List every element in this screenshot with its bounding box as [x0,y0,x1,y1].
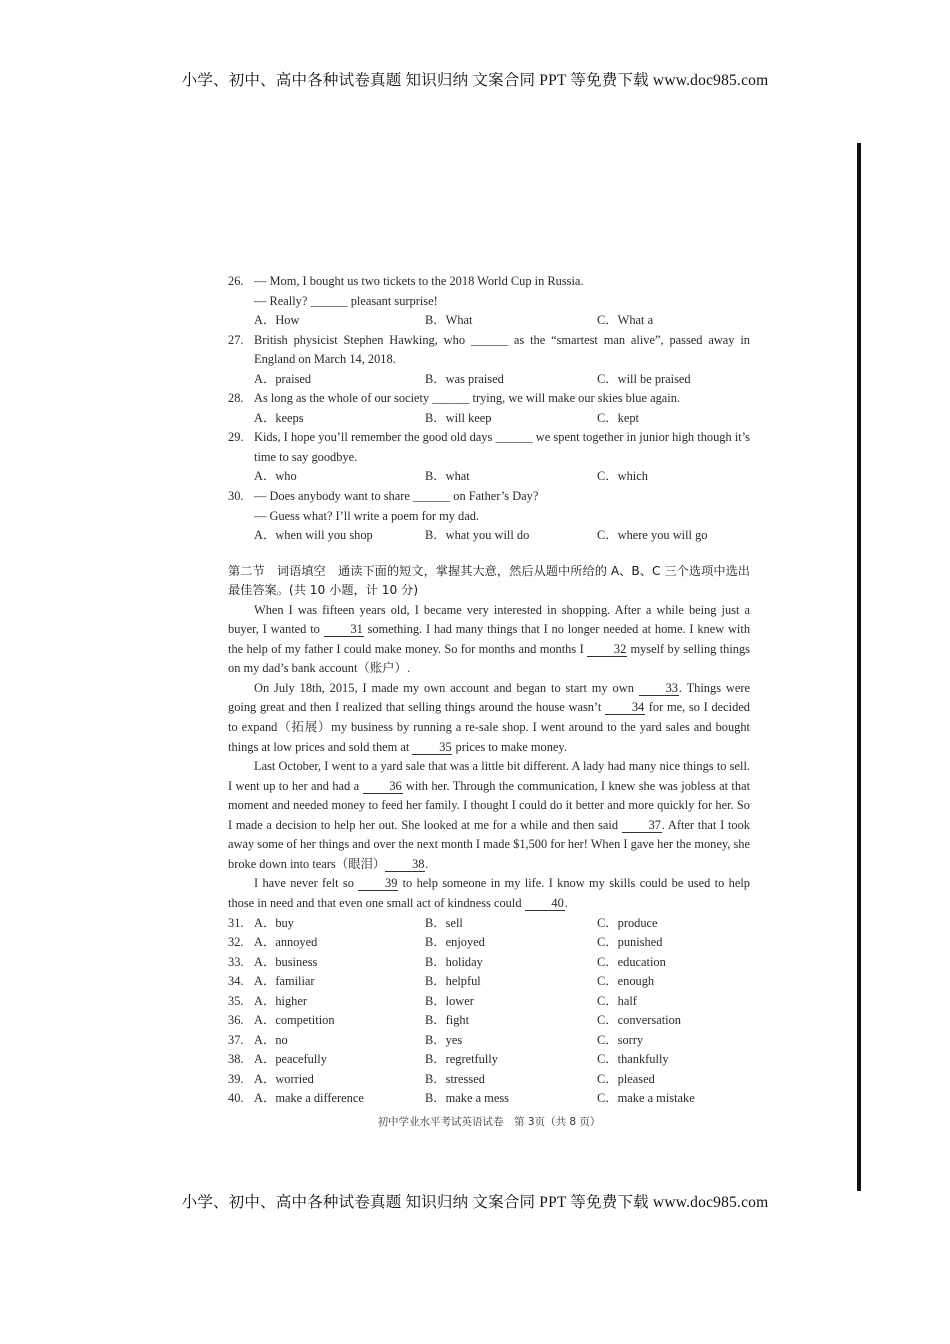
option-a: A．buy [254,915,294,930]
blank-40: 40 [525,896,565,911]
passage-text: Last October, I went to a yard sale that was a little bit different. A lady had many nice things to sell. I went up to her and had a [228,759,750,793]
option-c: C．which [597,469,648,484]
passage-text: . [425,856,429,871]
question-number: 30. [228,489,244,504]
right-margin-rule [857,143,861,1191]
passage-text: . Things were going great and then I realized that selling things around the house wasn’t [228,680,751,715]
question-29-options [228,467,750,487]
options-table [228,914,750,1109]
option-c: C．sorry [597,1032,644,1047]
option-b: B．sell [425,915,463,930]
option-c: C．education [597,954,666,969]
passage-text: . After that I took away some of her things and over the next month I made $1,500 for her! When I gave her the money, she broke down into tears（眼泪） [228,817,750,871]
blank-37: 37 [622,818,662,833]
passage-text: I have never felt so [254,876,359,891]
question-28 [228,389,750,409]
passage-text: prices to make money. [452,739,567,754]
option-a: A．higher [254,993,307,1008]
option-number: 34. [228,974,244,989]
option-a: A．when will you shop [254,528,373,543]
question-30-line2 [228,507,750,527]
blank-32: 32 [587,642,627,657]
option-c: C．produce [597,915,658,930]
question-dialogue: — Guess what? I’ll write a poem for my dad. [254,508,480,523]
option-b: B．make a mess [425,1091,509,1106]
option-a: A．make a difference [254,1091,364,1106]
footer-banner: 小学、初中、高中各种试卷真题 知识归纳 文案合同 PPT 等免费下载 www.doc985.com [181,1194,769,1211]
option-b: B．holiday [425,954,483,969]
question-26-options [228,311,750,331]
page-footer: 初中学业水平考试英语试卷 第 3页（共 8 页） [377,1115,601,1128]
option-number: 33. [228,954,244,969]
option-b: B．helpful [425,974,481,989]
option-a: A．keeps [254,410,304,425]
question-number: 28. [228,391,244,406]
question-30-line1 [228,487,750,507]
question-26-line1 [228,272,750,292]
option-c: C．conversation [597,1013,681,1028]
option-row [228,933,750,953]
question-27 [228,331,750,370]
question-26-line2 [228,292,750,312]
option-row [228,953,750,973]
option-b: B．lower [425,993,474,1008]
question-dialogue: — Does anybody want to share ______ on Father’s Day? [254,489,539,504]
question-number: 27. [228,332,244,347]
option-a: A．familiar [254,974,315,989]
option-b: B．regretfully [425,1052,498,1067]
passage-paragraph-3 [228,757,750,874]
option-c: C．where you will go [597,528,708,543]
question-stem: As long as the whole of our society ______ trying, we will make our skies blue again. [254,391,681,406]
option-row [228,1011,750,1031]
option-c: C．half [597,993,637,1008]
question-stem: Kids, I hope you’ll remember the good old days ______ we spent together in junior high though it’s time to say goodbye. [254,430,750,464]
header-banner: 小学、初中、高中各种试卷真题 知识归纳 文案合同 PPT 等免费下载 www.doc985.com [181,72,769,89]
passage-text: . [564,895,568,910]
option-row [228,1031,750,1051]
option-number: 36. [228,1013,244,1028]
option-b: B．stressed [425,1071,485,1086]
question-number: 29. [228,430,244,445]
option-c: C．enough [597,974,655,989]
option-number: 40. [228,1091,244,1106]
option-a: A．annoyed [254,935,318,950]
blank-33: 33 [639,681,679,696]
passage-text: for me, so I decided to expand（拓展）my business by running a re-sale shop. I went around to the yard sales and bought things at low prices and sold them at [228,700,751,754]
option-b: B．what [425,469,470,484]
option-a: A．worried [254,1071,314,1086]
option-c: C．thankfully [597,1052,669,1067]
option-row [228,972,750,992]
question-dialogue: — Really? ______ pleasant surprise! [254,293,438,308]
option-a: A．no [254,1032,288,1047]
passage-text: something. I had many things that I no longer needed at home. I knew with the help of my father I could make money. So for months and months I [228,622,751,656]
option-number: 31. [228,915,244,930]
option-b: B．What [425,313,473,328]
option-c: C．kept [597,410,639,425]
option-b: B．yes [425,1032,463,1047]
option-number: 37. [228,1032,244,1047]
option-row [228,914,750,934]
question-29 [228,428,750,467]
option-a: A．praised [254,371,312,386]
passage-text: myself by selling things on my dad’s bank account（账户）. [228,641,750,676]
option-c: C．pleased [597,1071,655,1086]
passage-paragraph-2 [228,679,750,757]
blank-31: 31 [324,622,364,637]
passage-paragraph-4 [228,874,750,913]
option-row [228,992,750,1012]
option-a: A．competition [254,1013,335,1028]
blank-38: 38 [385,857,425,872]
option-number: 38. [228,1052,244,1067]
question-stem: British physicist Stephen Hawking, who ______ as the “smartest man alive”, passed away in England on March 14, 2018. [254,332,750,367]
option-a: A．business [254,954,318,969]
question-27-options [228,370,750,390]
option-c: C．punished [597,935,663,950]
option-number: 35. [228,993,244,1008]
option-b: B．fight [425,1013,470,1028]
option-c: C．make a mistake [597,1091,695,1106]
option-a: A．How [254,313,300,328]
option-row [228,1070,750,1090]
option-number: 39. [228,1071,244,1086]
option-b: B．will keep [425,410,492,425]
option-row [228,1050,750,1070]
exam-page-content [228,272,750,1133]
option-a: A．who [254,469,297,484]
option-b: B．what you will do [425,528,530,543]
option-a: A．peacefully [254,1052,327,1067]
option-b: B．enjoyed [425,935,485,950]
blank-36: 36 [363,779,403,794]
question-28-options [228,409,750,429]
option-number: 32. [228,935,244,950]
question-dialogue: — Mom, I bought us two tickets to the 2018 World Cup in Russia. [254,274,584,288]
option-row [228,1089,750,1109]
passage-text: On July 18th, 2015, I made my own account and began to start my own [254,680,639,695]
passage-text: to help someone in my life. I know my skills could be used to help those in need and that even one small act of kindness could [228,876,750,910]
option-c: C．What a [597,313,654,328]
passage-paragraph-1 [228,601,750,679]
passage-text: When I was fifteen years old, I became very interested in shopping. After a while being just a buyer, I wanted to [228,602,750,637]
blank-34: 34 [605,700,645,715]
passage-text: with her. Through the communication, I knew she was jobless at that moment and needed money to feed her family. I thought I could do it better and more quickly for her. So I made a decision to help her out. She looked at me for a while and then said [228,778,751,832]
option-b: B．was praised [425,371,504,386]
blank-35: 35 [412,740,452,755]
blank-39: 39 [358,876,398,891]
option-c: C．will be praised [597,371,691,386]
question-number: 26. [228,274,244,288]
question-30-options [228,526,750,546]
section-heading: 第二节 词语填空 通读下面的短文，掌握其大意，然后从题中所给的 A、B、C 三个选项中选出最佳答案。(共 10 小题，计 10 分) [228,563,750,598]
